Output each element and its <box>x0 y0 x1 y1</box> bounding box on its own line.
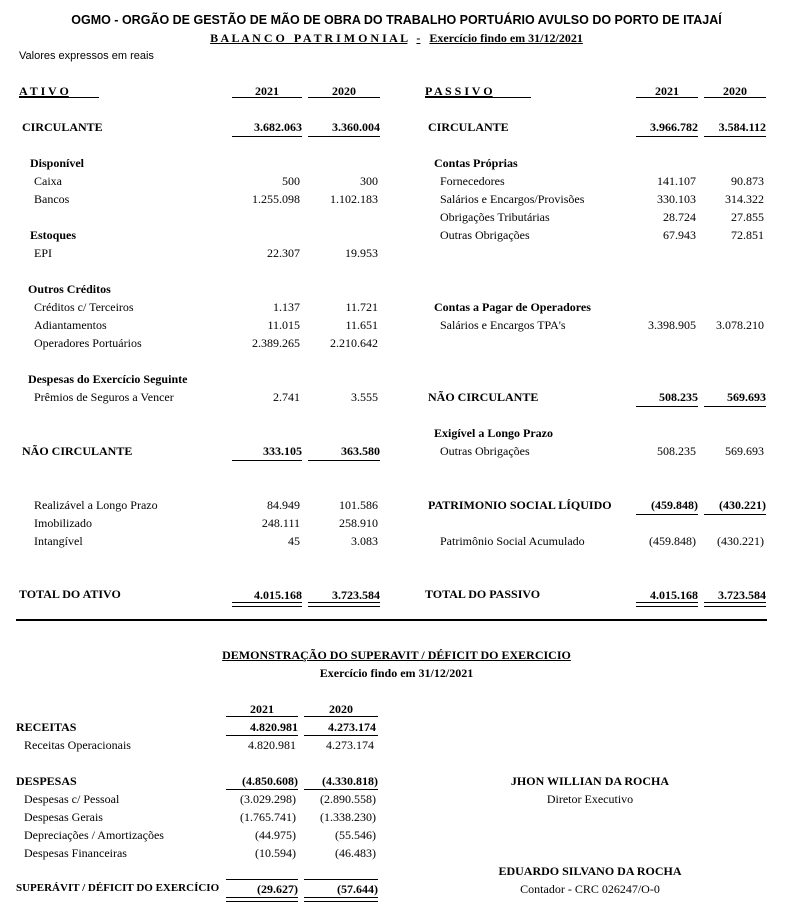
despesas-seguinte-label: Despesas do Exercício Seguinte <box>28 372 188 386</box>
receitas-rule-2020 <box>304 735 378 736</box>
intangivel-2020: 3.083 <box>351 534 378 548</box>
despesas-pessoal-2021: (3.029.298) <box>240 792 296 806</box>
despesas-2020: (4.330.818) <box>322 774 378 788</box>
caixa-2021: 500 <box>282 174 300 188</box>
realizavel-2020: 101.586 <box>339 498 378 512</box>
resultado-2020: (57.644) <box>337 882 378 896</box>
ativo-heading: A T I V O <box>19 84 69 98</box>
ativo-nao-circulante-2021: 333.105 <box>263 444 302 458</box>
total-ativo-2020: 3.723.584 <box>332 588 380 602</box>
subtitle-period: Exercício findo em 31/12/2021 <box>429 31 583 45</box>
operadores-portuarios-label: Operadores Portuários <box>34 336 142 350</box>
total-passivo-2020: 3.723.584 <box>718 588 766 602</box>
ativo-nc-rule-2021 <box>232 460 302 461</box>
despesas-financeiras-2021: (10.594) <box>255 846 296 860</box>
acumulado-2021: (459.848) <box>649 534 696 548</box>
adiantamentos-2020: 11.651 <box>345 318 378 332</box>
passivo-nc-rule-2020 <box>704 406 766 407</box>
exigivel-outras-2021: 508.235 <box>657 444 696 458</box>
total-ativo-rule-2020 <box>308 602 380 607</box>
receitas-operacionais-label: Receitas Operacionais <box>24 738 131 752</box>
bancos-2020: 1.102.183 <box>330 192 378 206</box>
total-ativo-2021: 4.015.168 <box>254 588 302 602</box>
document-title: OGMO - ORGÃO DE GESTÃO DE MÃO DE OBRA DO TRABALHO PORTUÁRIO AVULSO DO PORTO DE ITAJAÍ <box>71 13 722 27</box>
despesas-gerais-label: Despesas Gerais <box>24 810 103 824</box>
despesas-pessoal-2020: (2.890.558) <box>320 792 376 806</box>
creditos-terceiros-2021: 1.137 <box>273 300 300 314</box>
despesas-label: DESPESAS <box>16 774 77 788</box>
salarios-tpa-label: Salários e Encargos TPA's <box>440 318 566 332</box>
section-divider <box>16 619 767 621</box>
passivo-circulante-2020: 3.584.112 <box>718 120 766 134</box>
fornecedores-2021: 141.107 <box>657 174 696 188</box>
despesas-pessoal-label: Despesas c/ Pessoal <box>24 792 120 806</box>
acumulado-2020: (430.221) <box>717 534 764 548</box>
disponivel-label: Disponível <box>30 156 85 170</box>
values-note: Valores expressos em reais <box>19 50 154 62</box>
dre-col-2020: 2020 <box>329 702 353 716</box>
despesas-rule-2021 <box>226 789 298 790</box>
dre-col-2021-rule <box>226 716 298 717</box>
intangivel-label: Intangível <box>34 534 83 548</box>
passivo-circulante-2021: 3.966.782 <box>650 120 698 134</box>
caixa-label: Caixa <box>34 174 62 188</box>
signatory-1-role: Diretor Executivo <box>546 792 634 806</box>
patrimonio-2021: (459.848) <box>651 498 698 512</box>
salarios-encargos-label: Salários e Encargos/Provisões <box>440 192 585 206</box>
passivo-col-2021-rule <box>636 97 698 98</box>
despesas-rule-2020 <box>304 789 378 790</box>
premios-seguros-label: Prêmios de Seguros a Vencer <box>34 390 174 404</box>
exigivel-outras-label: Outras Obrigações <box>440 444 530 458</box>
realizavel-2021: 84.949 <box>267 498 300 512</box>
passivo-nao-circulante-2020: 569.693 <box>727 390 766 404</box>
intangivel-2021: 45 <box>288 534 300 548</box>
obrigacoes-tributarias-2020: 27.855 <box>731 210 764 224</box>
resultado-rule-2021 <box>226 897 298 902</box>
ativo-circulante-rule-2020 <box>308 136 380 137</box>
operadores-portuarios-2020: 2.210.642 <box>330 336 378 350</box>
fornecedores-2020: 90.873 <box>731 174 764 188</box>
total-passivo-rule-2021 <box>636 602 698 607</box>
passivo-heading-rule <box>425 97 531 98</box>
patrimonio-label: PATRIMONIO SOCIAL LÍQUIDO <box>428 498 612 512</box>
resultado-top-rule-2021 <box>226 879 298 880</box>
passivo-circulante-rule-2021 <box>636 136 698 137</box>
patrimonio-2020: (430.221) <box>719 498 766 512</box>
dre-col-2021: 2021 <box>250 702 274 716</box>
contas-proprias-label: Contas Próprias <box>434 156 518 170</box>
premios-seguros-2020: 3.555 <box>351 390 378 404</box>
total-ativo-label: TOTAL DO ATIVO <box>19 587 121 601</box>
passivo-circulante-label: CIRCULANTE <box>428 120 509 134</box>
passivo-nao-circulante-label: NÃO CIRCULANTE <box>428 390 539 404</box>
epi-2020: 19.953 <box>345 246 378 260</box>
ativo-nao-circulante-label: NÃO CIRCULANTE <box>22 444 133 458</box>
passivo-col-2020-rule <box>704 97 766 98</box>
dre-col-2020-rule <box>304 716 378 717</box>
outras-obrigacoes-2020: 72.851 <box>731 228 764 242</box>
depreciacoes-2020: (55.546) <box>335 828 376 842</box>
passivo-nc-rule-2021 <box>636 406 698 407</box>
ativo-col-2020: 2020 <box>332 84 356 98</box>
ativo-circulante-rule-2021 <box>232 136 302 137</box>
receitas-2020: 4.273.174 <box>328 720 376 734</box>
receitas-label: RECEITAS <box>16 720 77 734</box>
salarios-tpa-2020: 3.078.210 <box>716 318 764 332</box>
patrimonio-rule-2020 <box>704 514 766 515</box>
creditos-terceiros-2020: 11.721 <box>345 300 378 314</box>
imobilizado-2020: 258.910 <box>339 516 378 530</box>
fornecedores-label: Fornecedores <box>440 174 505 188</box>
depreciacoes-2021: (44.975) <box>255 828 296 842</box>
outras-obrigacoes-2021: 67.943 <box>663 228 696 242</box>
signatory-2-name: EDUARDO SILVANO DA ROCHA <box>498 864 682 878</box>
ativo-circulante-2020: 3.360.004 <box>332 120 380 134</box>
adiantamentos-label: Adiantamentos <box>34 318 107 332</box>
estoques-label: Estoques <box>30 228 77 242</box>
total-passivo-rule-2020 <box>704 602 766 607</box>
bancos-2021: 1.255.098 <box>252 192 300 206</box>
patrimonio-rule-2021 <box>636 514 698 515</box>
total-passivo-2021: 4.015.168 <box>650 588 698 602</box>
adiantamentos-2021: 11.015 <box>267 318 300 332</box>
operadores-portuarios-2021: 2.389.265 <box>252 336 300 350</box>
ativo-nc-rule-2020 <box>308 460 380 461</box>
outros-creditos-label: Outros Créditos <box>28 282 111 296</box>
outras-obrigacoes-label: Outras Obrigações <box>440 228 530 242</box>
caixa-2020: 300 <box>360 174 378 188</box>
dre-title: DEMONSTRAÇÃO DO SUPERAVIT / DÉFICIT DO EXERCICIO <box>222 648 571 662</box>
despesas-2021: (4.850.608) <box>242 774 298 788</box>
passivo-heading: P A S S I V O <box>425 84 493 98</box>
resultado-top-rule-2020 <box>304 879 378 880</box>
contas-operadores-label: Contas a Pagar de Operadores <box>434 300 591 314</box>
dre-period: Exercício findo em 31/12/2021 <box>319 666 474 680</box>
resultado-label: SUPERÁVIT / DÉFICIT DO EXERCÍCIO <box>16 882 220 894</box>
ativo-circulante-2021: 3.682.063 <box>254 120 302 134</box>
ativo-col-2021-rule <box>232 97 302 98</box>
epi-label: EPI <box>34 246 52 260</box>
despesas-gerais-2021: (1.765.741) <box>240 810 296 824</box>
passivo-col-2021: 2021 <box>655 84 679 98</box>
acumulado-label: Patrimônio Social Acumulado <box>440 534 585 548</box>
ativo-col-2021: 2021 <box>255 84 279 98</box>
passivo-nao-circulante-2021: 508.235 <box>659 390 698 404</box>
signatory-1-name: JHON WILLIAN DA ROCHA <box>510 774 670 788</box>
ativo-col-2020-rule <box>308 97 380 98</box>
ativo-nao-circulante-2020: 363.580 <box>341 444 380 458</box>
receitas-rule-2021 <box>226 735 298 736</box>
receitas-operacionais-2020: 4.273.174 <box>326 738 374 752</box>
epi-2021: 22.307 <box>267 246 300 260</box>
realizavel-label: Realizável a Longo Prazo <box>34 498 158 512</box>
exigivel-outras-2020: 569.693 <box>725 444 764 458</box>
bancos-label: Bancos <box>34 192 70 206</box>
premios-seguros-2021: 2.741 <box>273 390 300 404</box>
signatory-2-role: Contador - CRC 026247/O-0 <box>520 882 660 896</box>
total-ativo-rule-2021 <box>232 602 302 607</box>
subtitle-separator: - <box>416 31 421 45</box>
receitas-operacionais-2021: 4.820.981 <box>248 738 296 752</box>
salarios-tpa-2021: 3.398.905 <box>648 318 696 332</box>
ativo-circulante-label: CIRCULANTE <box>22 120 103 134</box>
ativo-heading-rule <box>19 97 99 98</box>
salarios-encargos-2021: 330.103 <box>657 192 696 206</box>
salarios-encargos-2020: 314.322 <box>725 192 764 206</box>
creditos-terceiros-label: Créditos c/ Terceiros <box>34 300 134 314</box>
passivo-circulante-rule-2020 <box>704 136 766 137</box>
obrigacoes-tributarias-2021: 28.724 <box>663 210 696 224</box>
despesas-financeiras-2020: (46.483) <box>335 846 376 860</box>
imobilizado-2021: 248.111 <box>261 516 300 530</box>
despesas-gerais-2020: (1.338.230) <box>320 810 376 824</box>
despesas-financeiras-label: Despesas Financeiras <box>24 846 127 860</box>
document-subtitle <box>0 31 793 45</box>
subtitle-main: B A L A N C O P A T R I M O N I A L <box>210 31 408 45</box>
total-passivo-label: TOTAL DO PASSIVO <box>425 587 541 601</box>
resultado-rule-2020 <box>304 897 378 902</box>
receitas-2021: 4.820.981 <box>250 720 298 734</box>
imobilizado-label: Imobilizado <box>34 516 92 530</box>
passivo-col-2020: 2020 <box>723 84 747 98</box>
obrigacoes-tributarias-label: Obrigações Tributárias <box>440 210 550 224</box>
depreciacoes-label: Depreciações / Amortizações <box>24 828 164 842</box>
resultado-2021: (29.627) <box>257 882 298 896</box>
exigivel-label: Exigível a Longo Prazo <box>434 426 553 440</box>
